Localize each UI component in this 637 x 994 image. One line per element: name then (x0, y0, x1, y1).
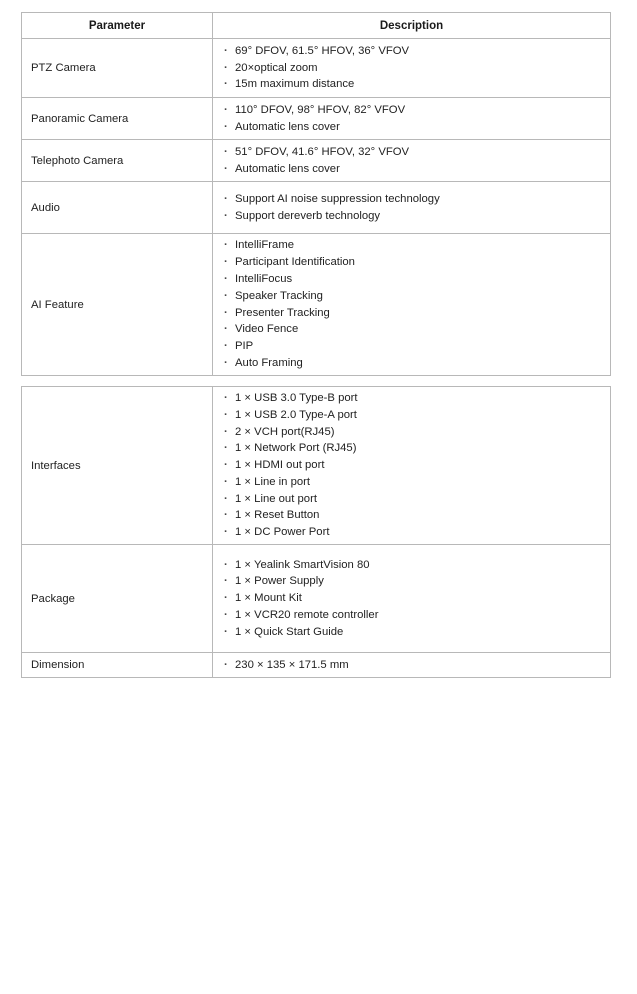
desc-item: · 1 × Yealink SmartVision 80 (224, 557, 610, 574)
param-description (213, 182, 611, 234)
param-name: Panoramic Camera (22, 98, 213, 140)
param-description (213, 234, 611, 376)
row-panoramic-camera (22, 98, 611, 140)
param-name: Interfaces (22, 387, 213, 545)
desc-item: · Speaker Tracking (224, 288, 610, 305)
desc-item: · 15m maximum distance (224, 76, 610, 93)
row-dimension (22, 653, 611, 678)
desc-item: · 1 × DC Power Port (224, 524, 610, 541)
row-ai-feature (22, 234, 611, 376)
param-description (213, 39, 611, 98)
row-ptz-camera (22, 39, 611, 98)
desc-item: · IntelliFrame (224, 237, 610, 254)
desc-item: · Support dereverb technology (224, 208, 610, 225)
header-description: Description (213, 13, 611, 39)
param-description (213, 387, 611, 545)
desc-item: · 51° DFOV, 41.6° HFOV, 32° VFOV (224, 144, 610, 161)
param-name: Package (22, 545, 213, 653)
desc-item: · 1 × VCR20 remote controller (224, 607, 610, 624)
desc-item: · 1 × Network Port (RJ45) (224, 440, 610, 457)
desc-item: · Auto Framing (224, 355, 610, 372)
param-name: AI Feature (22, 234, 213, 376)
desc-item: · Video Fence (224, 321, 610, 338)
row-audio (22, 182, 611, 234)
header-row (22, 13, 611, 39)
header-parameter: Parameter (22, 13, 213, 39)
desc-item: · 110° DFOV, 98° HFOV, 82° VFOV (224, 102, 610, 119)
desc-item: · 69° DFOV, 61.5° HFOV, 36° VFOV (224, 43, 610, 60)
desc-item: · 1 × Quick Start Guide (224, 624, 610, 641)
desc-item: · 1 × Mount Kit (224, 590, 610, 607)
desc-item: · 1 × HDMI out port (224, 457, 610, 474)
desc-item: · 2 × VCH port(RJ45) (224, 424, 610, 441)
param-description (213, 653, 611, 678)
param-name: PTZ Camera (22, 39, 213, 98)
row-telephoto-camera (22, 140, 611, 182)
desc-item: · 20×optical zoom (224, 60, 610, 77)
desc-item: · Automatic lens cover (224, 161, 610, 178)
spec-table-secondary (21, 386, 611, 678)
desc-item: · IntelliFocus (224, 271, 610, 288)
param-name: Audio (22, 182, 213, 234)
param-name: Dimension (22, 653, 213, 678)
desc-item: · 1 × Reset Button (224, 507, 610, 524)
desc-item: · Presenter Tracking (224, 305, 610, 322)
desc-item: · Automatic lens cover (224, 119, 610, 136)
desc-item: · 1 × Line out port (224, 491, 610, 508)
param-description (213, 545, 611, 653)
param-description (213, 140, 611, 182)
desc-item: · 1 × USB 3.0 Type-B port (224, 390, 610, 407)
desc-item: · 1 × Line in port (224, 474, 610, 491)
desc-item: · 230 × 135 × 171.5 mm (224, 657, 610, 674)
desc-item: · PIP (224, 338, 610, 355)
desc-item: · Support AI noise suppression technology (224, 191, 610, 208)
desc-item: · 1 × USB 2.0 Type-A port (224, 407, 610, 424)
param-description (213, 98, 611, 140)
row-interfaces (22, 387, 611, 545)
param-name: Telephoto Camera (22, 140, 213, 182)
desc-item: · Participant Identification (224, 254, 610, 271)
spec-table-main (21, 12, 611, 376)
row-package (22, 545, 611, 653)
desc-item: · 1 × Power Supply (224, 573, 610, 590)
